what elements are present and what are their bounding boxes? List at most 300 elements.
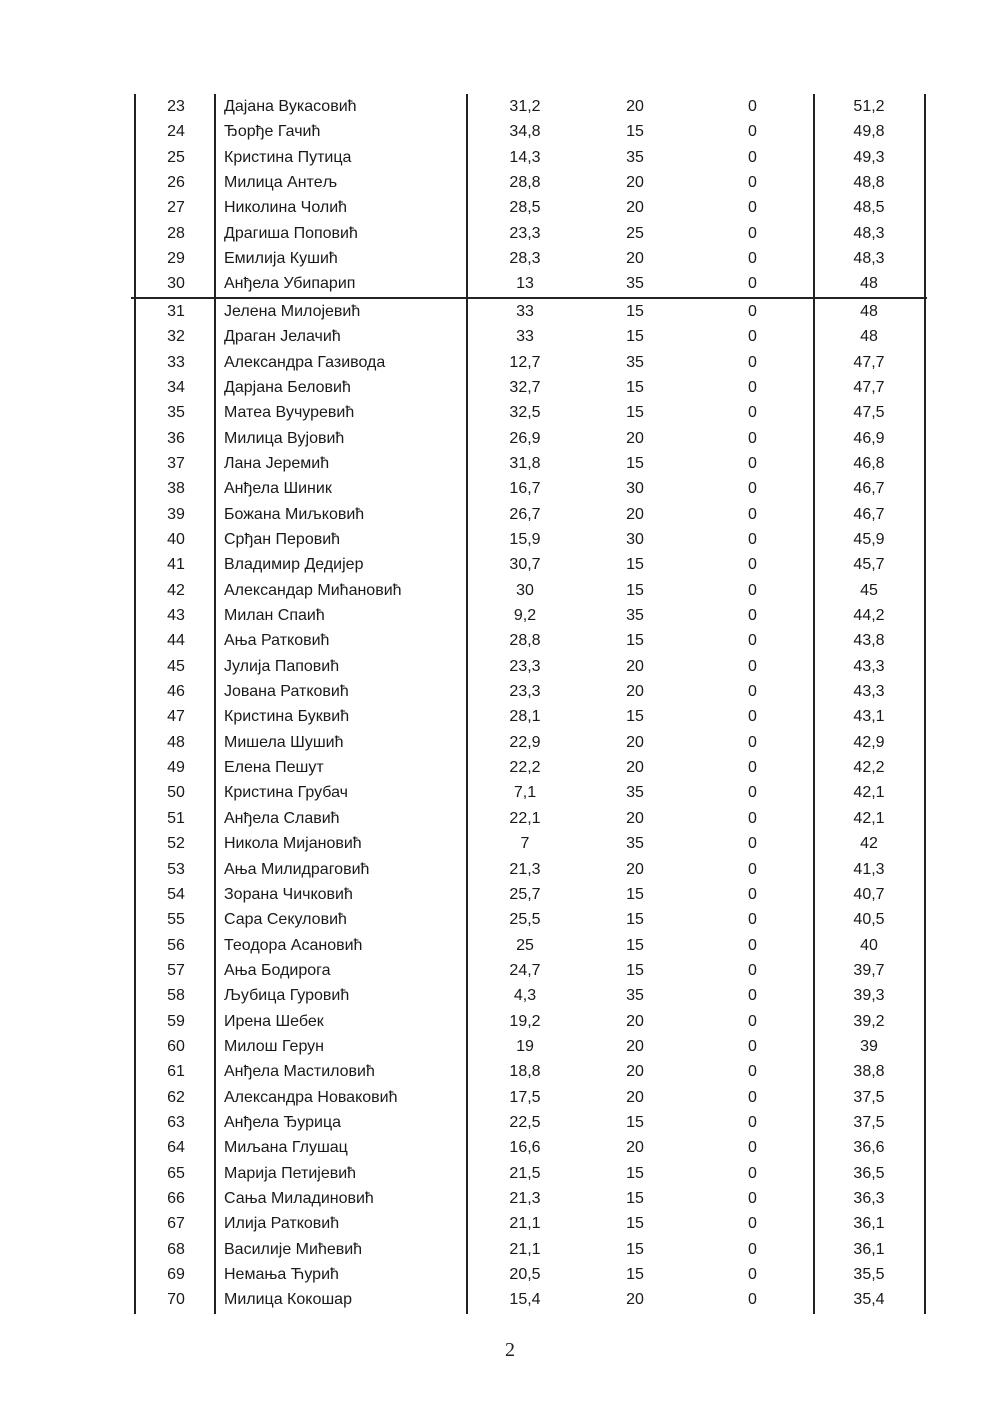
- row-name: Владимир Дедијер: [224, 556, 364, 574]
- row-score-b: 20: [626, 759, 644, 777]
- row-score-c: 0: [748, 1063, 757, 1081]
- row-name: Емилија Кушић: [224, 250, 338, 268]
- table-row: [130, 552, 930, 577]
- row-score-b: 35: [626, 987, 644, 1005]
- row-number: 24: [167, 123, 185, 141]
- row-total: 36,1: [853, 1215, 885, 1233]
- row-total: 45,9: [853, 530, 885, 548]
- row-score-b: 15: [626, 581, 644, 599]
- row-score-b: 25: [626, 224, 644, 242]
- row-name: Мишела Шушић: [224, 733, 344, 751]
- table-row: [130, 755, 930, 780]
- row-score-b: 20: [626, 429, 644, 447]
- table-row: [130, 451, 930, 476]
- row-total: 39,7: [853, 961, 885, 979]
- table-row: [130, 1009, 930, 1034]
- row-number: 58: [167, 987, 185, 1005]
- table-row: [130, 907, 930, 932]
- row-total: 39,3: [853, 987, 885, 1005]
- row-number: 34: [167, 378, 185, 396]
- row-number: 52: [167, 835, 185, 853]
- row-total: 35,4: [853, 1291, 885, 1309]
- row-number: 50: [167, 784, 185, 802]
- row-name: Ања Бодирога: [224, 961, 331, 979]
- row-total: 43,8: [853, 632, 885, 650]
- row-score-a: 16,7: [509, 480, 541, 498]
- row-score-c: 0: [748, 199, 757, 217]
- row-total: 49,3: [853, 148, 885, 166]
- row-score-b: 20: [626, 505, 644, 523]
- row-score-c: 0: [748, 708, 757, 726]
- row-score-b: 15: [626, 911, 644, 929]
- row-number: 57: [167, 961, 185, 979]
- table-row: [130, 882, 930, 907]
- row-name: Сара Секуловић: [224, 911, 347, 929]
- row-total: 44,2: [853, 607, 885, 624]
- row-total: 48,3: [853, 224, 885, 242]
- table-row: [130, 426, 930, 451]
- row-score-c: 0: [748, 353, 757, 371]
- row-score-b: 15: [626, 936, 644, 954]
- row-total: 46,7: [853, 480, 885, 498]
- row-total: 36,6: [853, 1139, 885, 1157]
- row-number: 27: [167, 199, 185, 217]
- row-total: 46,7: [853, 505, 885, 523]
- row-score-a: 13: [516, 275, 534, 293]
- row-score-a: 24,7: [509, 961, 541, 979]
- row-score-b: 15: [626, 556, 644, 574]
- table-row: [130, 246, 930, 271]
- table-row: [130, 221, 930, 246]
- row-score-c: 0: [748, 1266, 757, 1284]
- row-score-c: 0: [748, 860, 757, 878]
- table-row: [130, 603, 930, 628]
- row-score-c: 0: [748, 530, 757, 548]
- row-total: 49,8: [853, 123, 885, 141]
- table-row: [130, 400, 930, 425]
- row-number: 23: [167, 98, 185, 115]
- row-score-c: 0: [748, 429, 757, 447]
- row-score-c: 0: [748, 607, 757, 624]
- row-score-b: 15: [626, 123, 644, 141]
- row-name: Кристина Путица: [224, 148, 352, 166]
- row-name: Милица Кокошар: [224, 1291, 352, 1309]
- row-number: 26: [167, 174, 185, 192]
- row-score-a: 33: [516, 302, 534, 320]
- row-number: 41: [167, 556, 185, 574]
- row-total: 42: [860, 835, 878, 853]
- row-score-b: 20: [626, 809, 644, 827]
- table-row: [130, 628, 930, 653]
- row-name: Милош Герун: [224, 1037, 325, 1055]
- row-score-c: 0: [748, 581, 757, 599]
- row-total: 40,5: [853, 911, 885, 929]
- table-row: [130, 780, 930, 805]
- row-score-b: 20: [626, 657, 644, 675]
- row-total: 47,5: [853, 404, 885, 422]
- row-score-b: 30: [626, 480, 644, 498]
- row-score-a: 25,7: [509, 885, 541, 903]
- row-name: Александра Газивода: [224, 353, 386, 371]
- table-row: [130, 145, 930, 170]
- row-number: 38: [167, 480, 185, 498]
- row-score-b: 20: [626, 1012, 644, 1030]
- row-score-a: 28,8: [509, 174, 541, 192]
- row-name: Александра Новаковић: [224, 1088, 398, 1106]
- row-total: 45,7: [853, 556, 885, 574]
- row-name: Ања Ратковић: [224, 632, 330, 650]
- row-score-c: 0: [748, 657, 757, 675]
- table-row: [130, 527, 930, 552]
- row-score-b: 15: [626, 454, 644, 472]
- row-score-b: 15: [626, 404, 644, 422]
- row-score-a: 25: [516, 936, 534, 954]
- row-score-c: 0: [748, 250, 757, 268]
- table-row: [130, 1059, 930, 1084]
- row-number: 61: [167, 1063, 185, 1081]
- row-score-b: 35: [626, 353, 644, 371]
- table-row: [130, 324, 930, 349]
- row-number: 65: [167, 1164, 185, 1182]
- table-row: [130, 119, 930, 144]
- row-score-b: 15: [626, 1190, 644, 1208]
- row-name: Дајана Вукасовић: [224, 98, 357, 115]
- row-number: 35: [167, 404, 185, 422]
- row-name: Василије Мићевић: [224, 1240, 363, 1258]
- row-score-c: 0: [748, 987, 757, 1005]
- row-number: 67: [167, 1215, 185, 1233]
- row-number: 43: [167, 607, 185, 624]
- row-score-c: 0: [748, 275, 757, 293]
- row-score-b: 35: [626, 275, 644, 293]
- row-name: Сања Миладиновић: [224, 1190, 374, 1208]
- row-total: 40,7: [853, 885, 885, 903]
- row-number: 55: [167, 911, 185, 929]
- row-number: 25: [167, 148, 185, 166]
- table-row: [130, 958, 930, 983]
- row-name: Кристина Грубач: [224, 784, 348, 802]
- row-name: Ђорђе Гачић: [224, 123, 321, 141]
- row-score-a: 23,3: [509, 224, 541, 242]
- row-score-a: 18,8: [509, 1063, 541, 1081]
- row-total: 46,9: [853, 429, 885, 447]
- row-score-a: 26,7: [509, 505, 541, 523]
- row-score-c: 0: [748, 885, 757, 903]
- table-row: [130, 831, 930, 856]
- row-score-c: 0: [748, 454, 757, 472]
- row-number: 32: [167, 328, 185, 346]
- table-row: [130, 375, 930, 400]
- row-score-c: 0: [748, 404, 757, 422]
- row-name: Јована Ратковић: [224, 683, 349, 701]
- row-number: 49: [167, 759, 185, 777]
- row-name: Никола Мијановић: [224, 835, 362, 853]
- row-total: 43,3: [853, 683, 885, 701]
- row-name: Милица Вујовић: [224, 429, 345, 447]
- row-name: Илија Ратковић: [224, 1215, 340, 1233]
- row-number: 39: [167, 505, 185, 523]
- row-score-b: 15: [626, 378, 644, 396]
- row-score-b: 15: [626, 328, 644, 346]
- row-name: Кристина Буквић: [224, 708, 350, 726]
- row-score-a: 14,3: [509, 148, 541, 166]
- row-total: 48,8: [853, 174, 885, 192]
- row-score-a: 30,7: [509, 556, 541, 574]
- row-score-b: 15: [626, 885, 644, 903]
- row-score-a: 34,8: [509, 123, 541, 141]
- row-number: 46: [167, 683, 185, 701]
- row-name: Миљана Глушац: [224, 1139, 348, 1157]
- table-row: [130, 1161, 930, 1186]
- row-name: Александар Мићановић: [224, 581, 402, 599]
- table-row: [130, 806, 930, 831]
- row-score-b: 15: [626, 1114, 644, 1131]
- row-score-b: 15: [626, 708, 644, 726]
- table-row: [130, 170, 930, 195]
- row-score-a: 30: [516, 581, 534, 599]
- row-total: 47,7: [853, 353, 885, 371]
- row-name: Дарјана Беловић: [224, 378, 351, 396]
- table-row: [130, 502, 930, 527]
- row-name: Драгиша Поповић: [224, 224, 358, 242]
- row-score-a: 22,2: [509, 759, 541, 777]
- row-total: 48,5: [853, 199, 885, 217]
- row-score-b: 15: [626, 1266, 644, 1284]
- row-number: 42: [167, 581, 185, 599]
- row-score-c: 0: [748, 98, 757, 115]
- row-score-a: 21,1: [509, 1240, 541, 1258]
- row-total: 40: [860, 936, 878, 954]
- table-row: [130, 679, 930, 704]
- row-score-c: 0: [748, 224, 757, 242]
- row-score-a: 21,1: [509, 1215, 541, 1233]
- row-number: 29: [167, 250, 185, 268]
- table-row: [130, 1110, 930, 1135]
- table-row: [130, 704, 930, 729]
- row-score-c: 0: [748, 809, 757, 827]
- table-row: [130, 476, 930, 501]
- row-total: 45: [860, 581, 878, 599]
- row-score-b: 15: [626, 302, 644, 320]
- row-score-b: 20: [626, 250, 644, 268]
- row-score-b: 35: [626, 607, 644, 624]
- row-score-b: 20: [626, 733, 644, 751]
- row-name: Анђела Ђурица: [224, 1114, 342, 1131]
- row-number: 62: [167, 1088, 185, 1106]
- row-score-a: 17,5: [509, 1088, 541, 1106]
- table-row: [130, 1085, 930, 1110]
- page-number: 2: [505, 1339, 515, 1361]
- row-score-a: 22,5: [509, 1114, 541, 1131]
- row-name: Јулија Паповић: [224, 657, 340, 675]
- row-name: Теодора Асановић: [224, 936, 363, 954]
- row-total: 42,2: [853, 759, 885, 777]
- row-score-b: 35: [626, 835, 644, 853]
- row-score-a: 16,6: [509, 1139, 541, 1157]
- row-score-b: 35: [626, 148, 644, 166]
- row-name: Срђан Перовић: [224, 530, 341, 548]
- row-score-a: 26,9: [509, 429, 541, 447]
- table-row: [130, 271, 930, 296]
- table-row: [130, 578, 930, 603]
- row-name: Анђела Убипарип: [224, 275, 356, 293]
- row-score-a: 32,5: [509, 404, 541, 422]
- row-number: 66: [167, 1190, 185, 1208]
- row-score-b: 20: [626, 1037, 644, 1055]
- table-row: [130, 983, 930, 1008]
- row-score-c: 0: [748, 123, 757, 141]
- row-score-a: 28,8: [509, 632, 541, 650]
- row-total: 35,5: [853, 1266, 885, 1284]
- row-score-b: 20: [626, 1291, 644, 1309]
- row-total: 36,1: [853, 1240, 885, 1258]
- row-name: Милан Спаић: [224, 607, 325, 624]
- row-score-c: 0: [748, 556, 757, 574]
- row-score-b: 35: [626, 784, 644, 802]
- row-name: Марија Петијевић: [224, 1164, 357, 1182]
- row-score-b: 20: [626, 199, 644, 217]
- row-total: 46,8: [853, 454, 885, 472]
- row-name: Ања Милидраговић: [224, 860, 370, 878]
- row-score-c: 0: [748, 632, 757, 650]
- row-score-c: 0: [748, 1088, 757, 1106]
- row-number: 44: [167, 632, 185, 650]
- table-row: [130, 1034, 930, 1059]
- row-score-a: 9,2: [513, 607, 537, 624]
- row-number: 36: [167, 429, 185, 447]
- row-score-a: 19: [516, 1037, 534, 1055]
- row-score-c: 0: [748, 480, 757, 498]
- row-number: 60: [167, 1037, 185, 1055]
- row-total: 41,3: [853, 860, 885, 878]
- row-name: Јелена Милојевић: [224, 302, 361, 320]
- row-name: Милица Антељ: [224, 174, 338, 192]
- row-score-c: 0: [748, 1190, 757, 1208]
- row-number: 70: [167, 1291, 185, 1309]
- row-total: 42,9: [853, 733, 885, 751]
- row-total: 48: [860, 275, 878, 293]
- row-number: 40: [167, 530, 185, 548]
- row-score-b: 15: [626, 1164, 644, 1182]
- table-row: [130, 350, 930, 375]
- row-name: Драган Јелачић: [224, 328, 341, 346]
- row-total: 43,3: [853, 657, 885, 675]
- row-score-c: 0: [748, 911, 757, 929]
- table-row: [130, 654, 930, 679]
- row-score-c: 0: [748, 936, 757, 954]
- row-score-a: 32,7: [509, 378, 541, 396]
- table-row: [130, 1287, 930, 1312]
- row-number: 30: [167, 275, 185, 293]
- row-score-c: 0: [748, 1139, 757, 1157]
- row-score-b: 20: [626, 98, 644, 115]
- row-number: 53: [167, 860, 185, 878]
- row-score-a: 21,5: [509, 1164, 541, 1182]
- row-score-a: 28,5: [509, 199, 541, 217]
- row-name: Ирена Шебек: [224, 1012, 324, 1030]
- row-score-a: 23,3: [509, 657, 541, 675]
- row-score-a: 21,3: [509, 1190, 541, 1208]
- row-score-c: 0: [748, 1215, 757, 1233]
- row-score-c: 0: [748, 835, 757, 853]
- row-score-b: 15: [626, 1215, 644, 1233]
- table-row: [130, 1262, 930, 1287]
- row-score-c: 0: [748, 1012, 757, 1030]
- row-number: 28: [167, 224, 185, 242]
- row-score-a: 23,3: [509, 683, 541, 701]
- row-name: Анђела Славић: [224, 809, 340, 827]
- row-number: 37: [167, 454, 185, 472]
- row-total: 42,1: [853, 809, 885, 827]
- row-score-c: 0: [748, 174, 757, 192]
- row-score-b: 20: [626, 1063, 644, 1081]
- row-total: 47,7: [853, 378, 885, 396]
- row-number: 54: [167, 885, 185, 903]
- row-score-c: 0: [748, 1291, 757, 1309]
- row-score-b: 20: [626, 860, 644, 878]
- row-score-a: 21,3: [509, 860, 541, 878]
- row-total: 39: [860, 1037, 878, 1055]
- row-total: 39,2: [853, 1012, 885, 1030]
- row-name: Анђела Мастиловић: [224, 1063, 375, 1081]
- table-row: [130, 1211, 930, 1236]
- row-score-a: 15,4: [509, 1291, 541, 1309]
- row-total: 36,5: [853, 1164, 885, 1182]
- row-total: 48,3: [853, 250, 885, 268]
- row-score-c: 0: [748, 1240, 757, 1258]
- table-row: [130, 195, 930, 220]
- row-score-c: 0: [748, 683, 757, 701]
- row-score-a: 28,3: [509, 250, 541, 268]
- row-score-c: 0: [748, 505, 757, 523]
- row-number: 45: [167, 657, 185, 675]
- table-row: [130, 1186, 930, 1211]
- row-total: 38,8: [853, 1063, 885, 1081]
- row-number: 56: [167, 936, 185, 954]
- row-number: 64: [167, 1139, 185, 1157]
- row-total: 48: [860, 302, 878, 320]
- row-score-a: 7: [520, 835, 530, 853]
- row-score-a: 22,9: [509, 733, 541, 751]
- row-score-b: 30: [626, 530, 644, 548]
- row-total: 51,2: [853, 98, 885, 115]
- row-score-c: 0: [748, 1037, 757, 1055]
- row-score-b: 15: [626, 632, 644, 650]
- row-score-b: 20: [626, 1139, 644, 1157]
- row-name: Божана Миљковић: [224, 505, 365, 523]
- row-name: Анђела Шиник: [224, 480, 332, 498]
- row-name: Матеа Вучуревић: [224, 404, 355, 422]
- row-number: 51: [167, 809, 185, 827]
- table-row: [130, 299, 930, 324]
- row-score-c: 0: [748, 1164, 757, 1182]
- row-score-a: 7,1: [513, 784, 537, 802]
- row-score-c: 0: [748, 733, 757, 751]
- row-score-c: 0: [748, 302, 757, 320]
- row-total: 37,5: [853, 1088, 885, 1106]
- row-total: 43,1: [853, 708, 885, 726]
- table-row: [130, 94, 930, 119]
- row-score-c: 0: [748, 961, 757, 979]
- row-number: 48: [167, 733, 185, 751]
- row-score-a: 22,1: [509, 809, 541, 827]
- row-number: 31: [167, 302, 185, 320]
- row-number: 59: [167, 1012, 185, 1030]
- row-score-a: 19,2: [509, 1012, 541, 1030]
- row-score-a: 15,9: [509, 530, 541, 548]
- row-score-b: 20: [626, 683, 644, 701]
- table-row: [130, 857, 930, 882]
